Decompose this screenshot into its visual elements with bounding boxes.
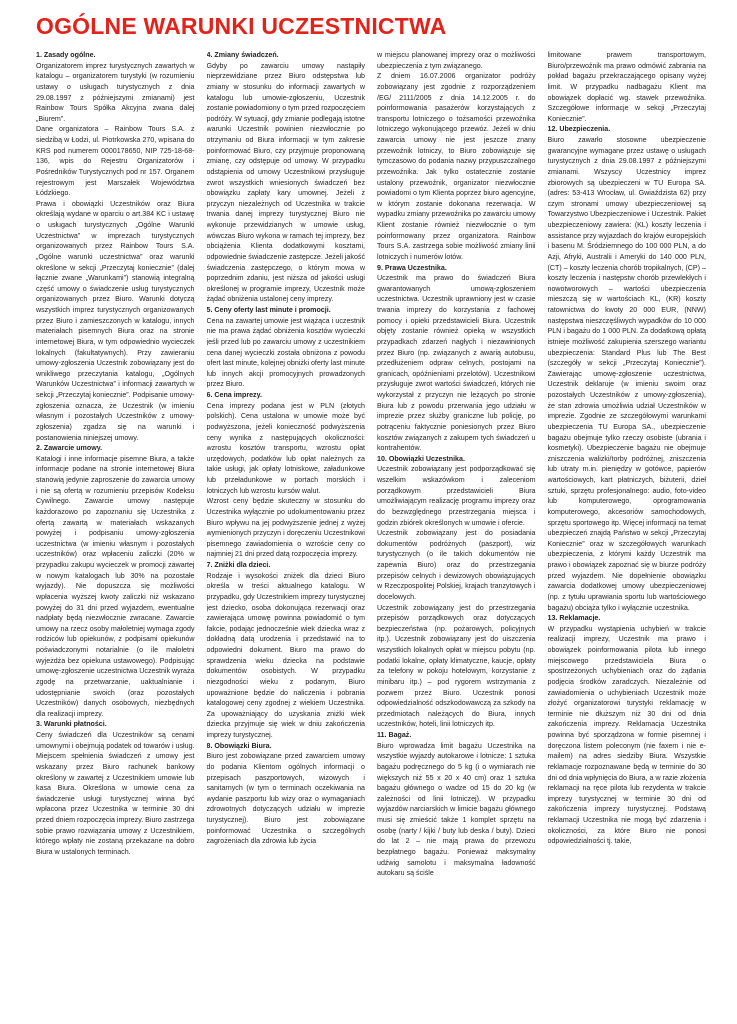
- paragraph: w miejscu planowanej imprezy oraz o możliwości ubezpieczenia z tym związanego.: [377, 51, 536, 70]
- section-heading: 13. Reklamacje.: [547, 614, 601, 623]
- section-heading: 6. Cena imprezy.: [206, 391, 262, 399]
- paragraph: Biuro zawarło stosowne ubezpieczenie gwarancyjne wymagane przez ustawę o usługach turystycznych z dnia 29.08.1997 z późniejszymi zmianami. Wszyscy Uczestnicy imprez zbiorowych są ubezpieczeni w TU Europa SA. (adres: 53-413 Wrocław, ul. Gwiaździsta 62) przy czym stronami umowy ubezpieczeniowej są Towarzystwo Ubezpieczeniowe i Uczestnik. Pakiet ubezpieczeniowy zawiera: (KL) koszty leczenia i assistance przy wyjazdach do krajów europejskich i basenu M. Śródziemnego do 100 000 PLN, a do Azji, Afryki, Australii i Ameryki do 140 000 PLN, (CT) – koszty leczenia chorób tropikalnych, (CP) – koszty leczenia i następstw chorób przewlekłych i nowotworowych – wartości ubezpieczenia mieszczą się w wartościach KL, (KR) koszty ratownictwa do kwoty 20 000 EUR, (NNW) następstwa nieszczęśliwych wypadków do 10 000 PLN i bagażu do 1 000 PLN. Za dodatkową opłatą istnieje możliwość zakupienia szerszego wariantu ubezpieczenia: Standard Plus lub The Best (szczegóły w sekcji „Przeczytaj Koniecznie”). Zawierając umowę-zgłoszenie uczestnictwa, Uczestnik deklaruje (w imieniu swoim oraz pozostałych Uczestników z umowy-zgłoszenia), że stan zdrowia umożliwia udział Uczestników w imprezie. Zgodnie ze szczegółowymi warunkami ubezpieczenia TU Europa SA., ubezpieczenie bagażu obejmuje tylko rzeczy osobiste (ubrania i kosmetyki). Ubezpieczenie bagażu nie obejmuje zniszczenia walizki/torby podróżnej, zniszczenia lub utraty m.in. pieniędzy w gotówce, papierów wartościowych, kart płatniczych, biżuterii, dzieł sztuki, sprzętu profesjonalnego: audio, foto-video lub komputerowego, oprogramowania komputerowego, akcesoriów samochodowych, sprzętu sportowego itp. Więcej informacji na temat ubezpieczeń znajdą Państwo w sekcji „Przeczytaj Koniecznie” oraz w szczegółowych warunkach ubezpieczenia, z którymi każdy Uczestnik ma prawo i obowiązek zapoznać się w biurze podróży przed wyjazdem. Nie dopełnienie obowiązku zawarcia dodatkowej umowy ubezpieczeniowej (np. z tytułu uprawiania sportu lub wartościowego bagażu) obciąża tylko i wyłącznie uczestnika.: [547, 136, 706, 612]
- page-title: OGÓLNE WARUNKI UCZESTNICTWA: [36, 13, 447, 39]
- section-heading: 10. Obowiązki Uczestnika.: [377, 454, 465, 463]
- section-heading: 5. Ceny oferty last minute i promocji.: [206, 306, 331, 314]
- text-column-1: [36, 50, 195, 1022]
- paragraph: limitowane prawem transportowym, Biuro/przewoźnik ma prawo odmówić zabrania na pokład bagażu przekraczającego opisany wyżej limit. W przypadku nadbagażu Klient ma obowiązek dopłacić wg. stawek przewoźnika. Szczegółowe informacje w sekcji „Przeczytaj Koniecznie”.: [547, 51, 706, 123]
- section-heading: 1. Zasady ogólne.: [36, 51, 96, 59]
- paragraph: Uczestnik zobowiązany jest do posiadania dokumentów podróżnych (paszport), wiz turystycznych (o ile takich dokumentów nie zapewnia Biuro) oraz do przestrzegania przepisów celnych i dewizowych obowiązujących w Rzeczpospolitej Polskiej, krajach tranzytowych i docelowych.: [377, 529, 536, 601]
- paragraph: Ceny świadczeń dla Uczestników są cenami umownymi i obejmują podatek od towarów i usług. Miejscem spełnienia świadczeń z umowy jest wskazany przez Biuro rachunek bankowy określony w zawartej z Uczestnikiem umowie lub kasa Biura. Określona w umowie cena za świadczenie usługi turystycznej winna być wpłacona przez Uczestnika w terminie 30 dni przed dniem rozpoczęcia imprezy. Biuro zastrzega sobie prawo rozwiązania umowy z Uczestnikiem, którego wpłaty nie zostaną przekazane na dobro Biura w ustalonych terminach.: [36, 731, 195, 856]
- section-heading: 11. Bagaż.: [377, 731, 412, 739]
- section-heading: 4. Zmiany świadczeń.: [206, 51, 279, 59]
- section-heading: 12. Ubezpieczenia.: [547, 125, 611, 134]
- paragraph: Prawa i obowiązki Uczestników oraz Biura określają wydane w oparciu o art.384 KC i ustawę o usługach turystycznych „Ogólne Warunki Uczestnictwa” w imprezach turystycznych organizowanych przez Rainbow Tours S.A. „Ogólne warunki uczestnictwa” oraz warunki określone w sekcji „Przeczytaj koniecznie” (dalej łącznie zwane „Warunkami”) stanowią integralną część umowy o świadczenie usług turystycznych organizowanych przez Biuro. Warunki dotyczą wszystkich imprez turystycznych organizowanych przez Biuro i zamieszczonych w katalogu, innych materiałach pisemnych Biura oraz na stronie internetowej Biura, w tym odpowiednio wycieczek lokalnych (fakultatywnych). Przy zawieraniu umowy-zgłoszenia Uczestnik zobowiązany jest do wnikliwego przeczytania katalogu, „Ogólnych Warunków Uczestnictwa” i informacji zawartych w sekcji „Przeczytaj koniecznie”. Podpisanie umowy-zgłoszenia oznacza, że Uczestnik (w imieniu własnym i pozostałych Uczestników z umowy-zgłoszenia) zgadza się na warunki i postanowienia niniejszej umowy.: [36, 199, 195, 442]
- paragraph: Wzrost ceny będzie skuteczny w stosunku do Uczestnika wyłącznie po udokumentowaniu przez Biuro wpływu na jej podwyższenie jednej z wyżej wymienionych przyczyn i doręczeniu Uczestnikowi pisemnego zawiadomienia o wzroście ceny co najmniej 21 dni przed datą rozpoczęcia imprezy.: [206, 497, 365, 559]
- paragraph: Uczestnik zobowiązany jest podporządkować się wszelkim wskazówkom i zaleceniom porządkowym przedstawicieli Biura umożliwiającym realizację programu imprezy oraz do bezwzględnego przestrzegania miejsca i godzin zbiórek określonych w umowie i ofercie.: [377, 465, 536, 527]
- paragraph: Dane organizatora – Rainbow Tours S.A. z siedzibą w Łodzi, ul. Piotrkowska 270, wpisana do KRS pod numerem 0000178650, NIP 725-18-68-136, wpis do Rejestru Organizatorów i Pośredników Turystycznych pod nr 157. Organem rejestrowym jest Marszałek Województwa Łódzkiego.: [36, 125, 195, 198]
- terms-columns: [36, 50, 706, 1022]
- section-heading: 7. Zniżki dla dzieci.: [206, 561, 271, 569]
- paragraph: Biuro wprowadza limit bagażu Uczestnika na wszystkie wyjazdy autokarowe i lotnicze: 1 sztuka bagażu podręcznego do 5 kg (i o wymiarach nie większych niż 55 x 20 x 40 cm) oraz 1 sztuka bagażu głównego o wadze od 15 do 20 kg (w zależności od linii lotniczej). W przypadku wyjazdów narciarskich w limicie bagażu głównego musi się zmieścić także 1 komplet sprzętu na osobę (narty / kijki / buty lub deska / buty). Dzieci do lat 2 – nie mają prawa do przewozu bezpłatnego bagażu. Ponieważ maksymalny udźwig samolotu i maksymalna ładowność autokaru są ściśle: [377, 741, 536, 878]
- text-column-3: [377, 50, 536, 1022]
- text-column-4: [548, 50, 707, 1022]
- paragraph: Biuro jest zobowiązane przed zawarciem umowy do podania Klientom ogólnych informacji o przepisach paszportowych, wizowych i sanitarnych (w tym o terminach oczekiwania na wydanie paszportu lub wizy oraz o wymaganiach zdrowotnych dotyczących udziału w imprezie turystycznej). Biuro jest zobowiązane poinformować Uczestnika o szczególnych zagrożeniach dla zdrowia lub życia: [206, 752, 365, 846]
- section-heading: 3. Warunki płatności.: [36, 720, 107, 729]
- text-column-2: [207, 50, 366, 1022]
- paragraph: W przypadku wystąpienia uchybień w trakcie realizacji imprezy, Uczestnik ma prawo i obowiązek poinformowania pilota lub innego miejscowego przedstawiciela Biura o spostrzeżonych uchybieniach oraz do żądania podjęcia środków zaradczych. Niezależnie od zawiadomienia o uchybieniach Uczestnik może złożyć organizatorowi turystyki reklamację w terminie nie dłuższym niż 30 dni od dnia zakończenia imprezy. Reklamacja Uczestnika powinna być sporządzona w formie pisemnej i doręczona listem poleconym (nie faxem i nie e-mailem) na adres siedziby Biura. Wszystkie reklamacje rozpoznawane będą w terminie do 30 dni od dnia wpłynięcia do Biura, a w razie złożenia reklamacji na ręce pilota lub rezydenta w trakcie imprezy turystycznej w terminie 30 dni od zakończenia imprezy turystycznej. Podstawą reklamacji Uczestnika nie mogą być zdarzenia i okoliczności, za które Biuro nie ponosi odpowiedzialności tj. takie,: [547, 624, 706, 846]
- paragraph: Cena imprezy podana jest w PLN (złotych polskich). Cena ustalona w umowie może być podwyższona, jeżeli konieczność podwyższenia ceny wynika z następujących okoliczności: wzrostu kosztów transportu, wzrostu opłat urzędowych, podatków lub opłat należnych za takie usługi, jak opłaty lotniskowe, załadunkowe lub przeładunkowe w portach morskich i lotniczych lub wzrostu kursów walut.: [206, 401, 365, 495]
- paragraph: Uczestnik ma prawo do świadczeń Biura gwarantowanych umową-zgłoszeniem uczestnictwa. Uczestnik uprawniony jest w czasie trwania imprezy do korzystania z fachowej pomocy i opieki przedstawicieli Biura. Uczestnik objęty zostanie również opieką w wszystkich przypadkach zdarzeń nagłych i niezawinionych przez Biuro (np. związanych z awarią autobusu, przedłużeniem odpraw celnych, postojami na granicach, opóźnieniami przelotów). Uczestnikowi przysługuje zwrot wartości świadczeń, których nie wykorzystał z przyczyn nie leżących po stronie Biura lub z powodu przerwania jego udziału w imprezie przez służby graniczne lub policję, po potrąceniu faktycznie poniesionych przez Biuro kosztów związanych z zakupem tych świadczeń u kontrahentów.: [377, 274, 536, 453]
- paragraph: Gdyby po zawarciu umowy nastąpiły nieprzewidziane przez Biuro odstępstwa lub zmiany w stosunku do informacji zawartych w katalogu lub umowie-zgłoszeniu, Uczestnik zostanie powiadomiony o tym przed rozpoczęciem podróży. W sytuacji, gdy zmianie podlegają istotne warunki Uczestnik powinien niezwłocznie po otrzymaniu od Biura informacji w tym zakresie poinformować Biuro, czy przyjmuje proponowaną zmianę, czy odstępuje od umowy. W przypadku odstąpienia od umowy Uczestnikowi przysługuje zwrot wszystkich wniesionych świadczeń bez obowiązku zapłaty kary umownej. Jeżeli z przyczyn niezależnych od Uczestnika w trakcie trwania danej imprezy turystycznej Biuro nie wykonuje przewidzianych w umowie usług, wówczas Biuro wykona w ramach tej imprezy, bez obciążenia Klienta dodatkowymi kosztami, odpowiednie świadczenie zastępcze. Jeżeli jakość świadczenia zastępczego, o którym mowa w poprzednim zdaniu, jest niższa od jakości usługi określonej w programie imprezy, Uczestnik może żądać obniżenia ustalonej ceny imprezy.: [206, 61, 365, 304]
- paragraph: Rodzaje i wysokości zniżek dla dzieci Biuro określa w treści aktualnego katalogu. W przypadku, gdy Uczestnikiem imprezy turystycznej jest dziecko, osoba dokonująca rezerwacji oraz zawierająca umowę powinna powiadomić o tym fakcie, podając jednocześnie wiek dziecka wraz z dokładną datą urodzenia i przedstawić na to odpowiedni dokument. Biuro ma prawo do sprawdzenia wieku dziecka na podstawie dokumentów osobistych. W przypadku niezgodności wieku z podanym, Biuro upoważnione będzie do naliczenia i pobrania katalogowej ceny zgodnej z wiekiem Uczestnika. Za upoważniający do uzyskania zniżki wiek dziecka przyjmuje się wiek w dniu zakończenia imprezy turystycznej.: [206, 571, 365, 739]
- paragraph: Cena na zawartej umowie jest wiążąca i uczestnik nie ma prawa żądać obniżenia kosztów wycieczki jeśli przed lub po zawarciu umowy z uczestnikiem cena danej wycieczki została obniżona z powodu ofert last minute, kolejnej obniżki oferty last minute lub innych akcji promocyjnych prowadzonych przez Biuro.: [206, 316, 365, 389]
- paragraph: Katalogi i inne informacje pisemne Biura, a także informacje podane na stronie internetowej Biura stanowią jedynie zaproszenie do zawarcia umowy i nie są ofertą w rozumieniu przepisów Kodeksu Cywilnego. Zawarcie umowy następuje każdorazowo po zapoznaniu się Uczestnika z ofertą zawartą w materiałach wskazanych powyżej i podpisaniu umowy-zgłoszenia uczestnictwa (w imieniu własnym i pozostałych uczestników) oraz wpłaceniu zaliczki (20% w przypadku zakupu wycieczek w promocji zawartej w nowym katalogach lub 30% na pozostałe wyjazdy). Nie dopuszcza się możliwości wpłacenia wyższej kwoty zaliczki niż wskazano powyżej do 31 dni przed wyjazdem, ewentualne nadpłaty będą niezwłocznie zwracane. Zawarcie umowy na rzecz osoby małoletniej wymaga zgody rodziców lub opiekunów, z podpisami opiekunów poświadczonymi notarialnie (o ile małoletni wyjeżdża bez opiekuna ustawowego). Podpisując umowę-zgłoszenie uczestnictwa Uczestnik wyraża zgodę na przetwarzanie, uaktualnianie i udostępnianie swoich (oraz pozostałych Uczestników) danych osobowych, niezbędnych dla realizacji imprezy.: [36, 454, 195, 718]
- paragraph: Z dniem 16.07.2006 organizator podróży zobowiązany jest zgodnie z rozporządzeniem /EG/ 2111/2005 z dnia 14.12.2005 r. do poinformowania pasażerów korzystających z transportu lotniczego o tożsamości przewoźnika lotniczego wykonującego przewóz. Jeżeli w dniu zawarcia umowy nie jest jeszcze znany przewoźnik lotniczy, to Biuro zobowiązuje się tymczasowo do podania nazwy przypuszczalnego przewoźnika. Jak tylko ostatecznie zostanie ustalony przewoźnik, organizator niezwłocznie powiadomi o tym Klienta poprzez biuro agencyjne, w którym zostanie dokonana rezerwacja. W wypadku zmiany przewoźnika po zawarciu umowy Klient zostanie również niezwłocznie o tym poinformowany przez organizatora. Rainbow Tours S.A. zastrzega sobie możliwość zmiany linii lotniczych i numerów lotów.: [377, 72, 536, 261]
- paragraph: Uczestnik zobowiązany jest do przestrzegania przepisów porządkowych oraz dotyczących bezpieczeństwa (np. pożarowych, policyjnych itp.). Uczestnik zobowiązany jest do uiszczenia wszystkich lokalnych opłat w miejscu pobytu (np. podatki lokalne, opłaty klimatyczne, kaucje, opłaty za telefony w pokoju hotelowym, korzystanie z minibaru itp.) – pod rygorem wstrzymania z pozwem przez Biuro. Uczestnik ponosi odpowiedzialność odszkodowawczą za szkody na przedmiotach należących do Biura, innych uczestników, hoteli, linii lotniczych itp.: [377, 603, 536, 729]
- section-heading: 8. Obowiązki Biura.: [206, 741, 272, 750]
- section-heading: 2. Zawarcie umowy.: [36, 444, 103, 453]
- paragraph: Organizatorem imprez turystycznych zawartych w katalogu – organizatorem turystyki (w rozumieniu ustawy o usługach turystycznych z dnia 29.08.1997 z późniejszymi zmianami) jest Rainbow Tours Spółka Akcyjna zwana dalej „Biurem”.: [36, 61, 195, 123]
- section-heading: 9. Prawa Uczestnika.: [377, 263, 447, 272]
